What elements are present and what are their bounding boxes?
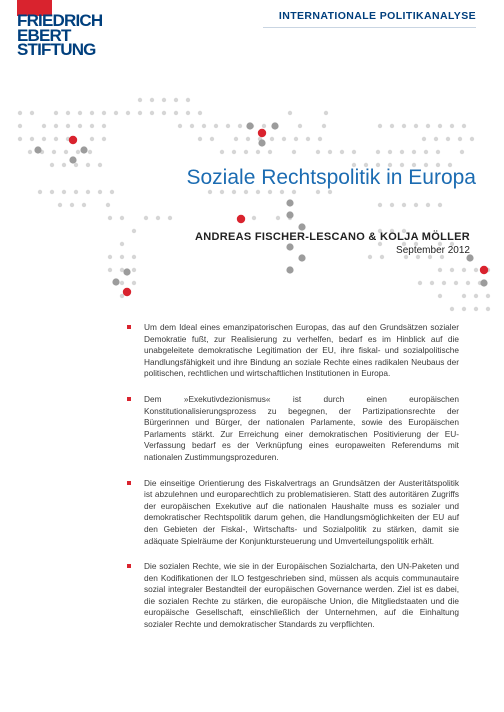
map-dot bbox=[132, 281, 136, 285]
map-dot bbox=[186, 111, 190, 115]
map-dot bbox=[414, 124, 418, 128]
bullet-item bbox=[127, 394, 459, 464]
map-dot bbox=[54, 111, 58, 115]
map-dot bbox=[18, 137, 22, 141]
map-dot bbox=[460, 150, 464, 154]
map-dot bbox=[400, 150, 404, 154]
map-dot bbox=[246, 137, 250, 141]
map-dot bbox=[486, 294, 490, 298]
map-dot-red bbox=[237, 215, 245, 223]
logo-line-1: FRIEDRICH bbox=[17, 11, 103, 30]
map-dot bbox=[106, 203, 110, 207]
map-dot bbox=[378, 124, 382, 128]
map-dot bbox=[268, 150, 272, 154]
map-dot bbox=[210, 137, 214, 141]
map-dot bbox=[262, 124, 266, 128]
map-dot-dark bbox=[69, 156, 76, 163]
map-dot bbox=[120, 242, 124, 246]
map-dot bbox=[162, 98, 166, 102]
map-dot bbox=[462, 268, 466, 272]
map-dot bbox=[426, 203, 430, 207]
map-dot bbox=[178, 124, 182, 128]
map-dot bbox=[438, 203, 442, 207]
map-dot bbox=[88, 150, 92, 154]
map-dot bbox=[430, 281, 434, 285]
map-dot bbox=[462, 294, 466, 298]
map-dot bbox=[126, 111, 130, 115]
map-dot bbox=[150, 98, 154, 102]
map-dot-dark bbox=[80, 146, 87, 153]
map-dot bbox=[190, 124, 194, 128]
map-dot bbox=[120, 216, 124, 220]
map-dot bbox=[42, 124, 46, 128]
dot-world-map-graphic bbox=[0, 0, 504, 320]
map-dot bbox=[162, 111, 166, 115]
map-dot bbox=[28, 150, 32, 154]
map-dot bbox=[62, 190, 66, 194]
map-dot bbox=[380, 255, 384, 259]
map-dot-red bbox=[258, 129, 266, 137]
map-dot bbox=[18, 124, 22, 128]
map-dot bbox=[256, 150, 260, 154]
map-dot bbox=[288, 111, 292, 115]
map-dot bbox=[54, 137, 58, 141]
map-dot bbox=[462, 307, 466, 311]
map-dot bbox=[108, 268, 112, 272]
bullet-marker bbox=[127, 325, 131, 329]
map-dot bbox=[446, 137, 450, 141]
map-dot bbox=[458, 137, 462, 141]
map-dot bbox=[202, 124, 206, 128]
map-dot bbox=[292, 150, 296, 154]
map-dot bbox=[450, 124, 454, 128]
map-dot bbox=[244, 150, 248, 154]
bullet-text: Um dem Ideal eines emanzipatorischen Europas, das auf den Grundsätzen sozialer Demokratie fußt, zur Realisierung zu verhelfen, bedarf es im Hinblick auf die unabgeleitete demokratische Legitimation der EU, ihre fiskal- und sozialpolitische Handlungsfähigkeit und ihre Bindung an soziale Rechte eines radikalen Neubaus der politischen, rechtlichen und wirtschaftlichen Institutionen in Europa. bbox=[144, 322, 459, 379]
map-dot bbox=[52, 150, 56, 154]
map-dot bbox=[438, 294, 442, 298]
map-dot bbox=[414, 203, 418, 207]
map-dot-dark bbox=[112, 278, 119, 285]
map-dot bbox=[486, 307, 490, 311]
bullet-text: Die einseitige Orientierung des Fiskalvertrags an Grundsätzen der Austeritätspolitik ist abzulehnen und europarechtlich zu problematisieren. Statt des autoritären Zugriffs der europäischen Exekutive auf die nationalen Haushalte muss es sozialer und demokratischer Rechtspolitik darum gehen, die Handlungsmöglichkeiten der EU auf den Gebieten der Fiskal-, Wirtschafts- und Sozialpolitik zu stärken, damit sie adäquate Spielräume der Konjunktursteuerung und Umverteilungspolitik erhält. bbox=[144, 477, 459, 546]
map-dot bbox=[318, 137, 322, 141]
map-dot bbox=[102, 137, 106, 141]
map-dot-dark bbox=[286, 199, 293, 206]
map-dot bbox=[436, 150, 440, 154]
map-dot bbox=[424, 150, 428, 154]
map-dot bbox=[86, 190, 90, 194]
bullet-item bbox=[127, 478, 459, 548]
map-dot bbox=[474, 307, 478, 311]
map-dot bbox=[138, 98, 142, 102]
map-dot bbox=[132, 229, 136, 233]
map-dot bbox=[454, 281, 458, 285]
bullet-marker bbox=[127, 397, 131, 401]
map-dot bbox=[376, 150, 380, 154]
map-dot bbox=[220, 150, 224, 154]
map-dot bbox=[38, 190, 42, 194]
map-dot bbox=[110, 190, 114, 194]
map-dot bbox=[186, 98, 190, 102]
map-dot bbox=[412, 150, 416, 154]
map-dot bbox=[256, 190, 260, 194]
map-dot bbox=[108, 255, 112, 259]
map-dot bbox=[168, 216, 172, 220]
map-dot bbox=[90, 111, 94, 115]
map-dot-dark bbox=[298, 223, 305, 230]
map-dot bbox=[50, 190, 54, 194]
map-dot bbox=[316, 190, 320, 194]
bullet-item bbox=[127, 322, 459, 380]
map-dot-dark bbox=[258, 139, 265, 146]
map-dot bbox=[340, 150, 344, 154]
map-dot bbox=[328, 190, 332, 194]
map-dot bbox=[64, 150, 68, 154]
bullet-item bbox=[127, 561, 459, 631]
map-dot bbox=[74, 190, 78, 194]
map-dot bbox=[450, 307, 454, 311]
map-dot bbox=[462, 124, 466, 128]
map-dot bbox=[198, 111, 202, 115]
map-dot bbox=[70, 203, 74, 207]
map-dot-red bbox=[69, 136, 77, 144]
map-dot bbox=[132, 268, 136, 272]
map-dot bbox=[234, 137, 238, 141]
map-dot bbox=[174, 98, 178, 102]
map-dot bbox=[368, 255, 372, 259]
map-dot bbox=[114, 111, 118, 115]
map-dot bbox=[442, 281, 446, 285]
map-dot bbox=[208, 190, 212, 194]
bullet-text: Die sozialen Rechte, wie sie in der Europäischen Sozialcharta, den UN-Paketen und den Kodifikationen der ILO festgeschrieben sind, müssen als acquis communautaire sozial integraler Bestandteil der europäischen Governance werden. Ziel ist es dabei, die sozialen Rechte zu stärken, die europäische Union, die Mitgliedstaaten und die europäische Gesellschaft, einschließlich der Unternehmen, auf die Einhaltung sozialer Rechte und demokratischer Standards zu verpflichten. bbox=[144, 561, 459, 630]
map-dot bbox=[328, 150, 332, 154]
map-dot-dark bbox=[271, 122, 278, 129]
map-dot bbox=[232, 190, 236, 194]
map-dot bbox=[58, 203, 62, 207]
map-dot bbox=[474, 294, 478, 298]
map-dot bbox=[232, 150, 236, 154]
map-dot bbox=[220, 190, 224, 194]
map-dot bbox=[244, 190, 248, 194]
map-dot bbox=[324, 111, 328, 115]
map-dot bbox=[322, 124, 326, 128]
map-dot-dark bbox=[34, 146, 41, 153]
map-dot bbox=[78, 124, 82, 128]
map-dot bbox=[108, 216, 112, 220]
map-dot bbox=[402, 124, 406, 128]
map-dot bbox=[276, 216, 280, 220]
map-dot-dark bbox=[246, 122, 253, 129]
map-dot bbox=[156, 216, 160, 220]
map-dot bbox=[90, 124, 94, 128]
map-dot bbox=[434, 137, 438, 141]
map-dot bbox=[98, 190, 102, 194]
map-dot bbox=[306, 137, 310, 141]
map-dot bbox=[138, 111, 142, 115]
map-dot bbox=[390, 203, 394, 207]
map-dot bbox=[438, 268, 442, 272]
map-dot-red bbox=[123, 288, 131, 296]
map-dot-dark bbox=[286, 266, 293, 273]
map-dot bbox=[388, 150, 392, 154]
map-dot bbox=[226, 124, 230, 128]
map-dot bbox=[18, 111, 22, 115]
map-dot bbox=[466, 281, 470, 285]
map-dot bbox=[268, 190, 272, 194]
map-dot bbox=[198, 137, 202, 141]
map-dot bbox=[150, 111, 154, 115]
map-dot bbox=[390, 124, 394, 128]
map-dot bbox=[252, 216, 256, 220]
map-dot bbox=[298, 124, 302, 128]
map-dot bbox=[316, 150, 320, 154]
map-dot-dark bbox=[286, 243, 293, 250]
summary-bullets bbox=[127, 322, 459, 645]
map-dot bbox=[120, 255, 124, 259]
document-date: September 2012 bbox=[396, 245, 470, 256]
map-dot bbox=[82, 203, 86, 207]
map-dot-dark bbox=[298, 254, 305, 261]
map-dot bbox=[174, 111, 178, 115]
map-dot bbox=[418, 281, 422, 285]
map-dot bbox=[422, 137, 426, 141]
document-title: Soziale Rechtspolitik in Europa bbox=[186, 166, 476, 189]
bullet-text: Dem »Exekutivdezionismus« ist durch einen europäischen Konstitutionalisierungsprozess zu begegnen, der Partizipationsrechte der Bürgerinnen und Bürger, der nationalen Parlamente, sowie des Europäischen Parlaments stärkt. Zur Erreichung einer demokratischen Positivierung der EU-Verfassung bedarf es der Verknüpfung eines europaweiten Referendums mit nationalen Zustimmungsprozeduren. bbox=[144, 393, 459, 462]
bullet-marker bbox=[127, 564, 131, 568]
map-dot bbox=[30, 111, 34, 115]
map-dot bbox=[470, 137, 474, 141]
map-dot bbox=[270, 137, 274, 141]
map-dot bbox=[66, 111, 70, 115]
map-dot bbox=[78, 111, 82, 115]
map-dot bbox=[120, 294, 124, 298]
map-dot bbox=[438, 124, 442, 128]
logo-line-2: EBERT bbox=[17, 25, 71, 45]
map-dot bbox=[402, 203, 406, 207]
map-dot bbox=[292, 190, 296, 194]
map-dot bbox=[132, 255, 136, 259]
map-dot bbox=[474, 268, 478, 272]
map-dot bbox=[280, 190, 284, 194]
map-dot bbox=[102, 124, 106, 128]
map-dot bbox=[76, 150, 80, 154]
map-dot bbox=[378, 203, 382, 207]
logo-line-3: STIFTUNG bbox=[17, 40, 96, 59]
map-dot bbox=[282, 137, 286, 141]
map-dot bbox=[238, 124, 242, 128]
map-dot bbox=[42, 137, 46, 141]
map-dot bbox=[90, 137, 94, 141]
map-dot-dark bbox=[286, 211, 293, 218]
map-dot bbox=[352, 150, 356, 154]
map-dot bbox=[120, 281, 124, 285]
document-authors: ANDREAS FISCHER-LESCANO & KOLJA MÖLLER bbox=[195, 231, 470, 243]
map-dot bbox=[426, 124, 430, 128]
map-dot-dark bbox=[123, 268, 130, 275]
map-dot bbox=[144, 216, 148, 220]
map-dot bbox=[66, 124, 70, 128]
map-dot-dark bbox=[480, 279, 487, 286]
map-dot bbox=[294, 137, 298, 141]
map-dot bbox=[214, 124, 218, 128]
map-dot bbox=[54, 124, 58, 128]
map-dot bbox=[450, 268, 454, 272]
series-title: INTERNATIONALE POLITIKANALYSE bbox=[278, 10, 476, 22]
bullet-marker bbox=[127, 481, 131, 485]
map-dot bbox=[102, 111, 106, 115]
map-dot bbox=[30, 137, 34, 141]
map-dot-red bbox=[480, 266, 488, 274]
